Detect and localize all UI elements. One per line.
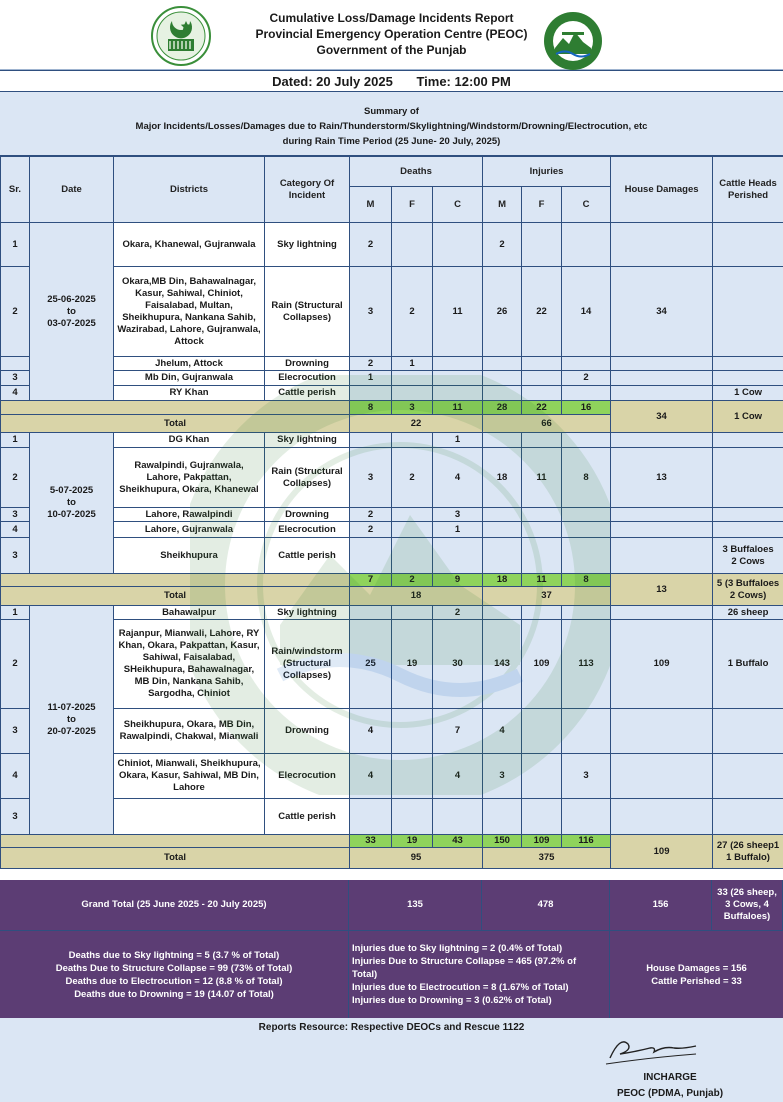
- col-injuries-c: C: [562, 187, 611, 223]
- row-df: 2: [392, 448, 433, 508]
- row-if: [522, 508, 562, 522]
- row-im: [483, 357, 522, 371]
- subtotal-if: 109: [522, 835, 562, 848]
- injuries-breakdown: [349, 930, 610, 1018]
- row-im: 18: [483, 448, 522, 508]
- row-ic: 3: [562, 754, 611, 799]
- total-injuries: 37: [483, 587, 611, 606]
- row-if: 22: [522, 267, 562, 357]
- row-category: Rain (Structural Collapses): [265, 267, 350, 357]
- total-label: Total: [1, 415, 350, 433]
- row-df: [392, 606, 433, 620]
- period-date: 25-06-2025 to 03-07-2025: [30, 223, 114, 401]
- row-sr: 4: [1, 386, 30, 401]
- table-row: [1, 538, 783, 574]
- subtotal-ic: 16: [562, 401, 611, 415]
- row-df: [392, 371, 433, 386]
- row-sr: [1, 357, 30, 371]
- row-sr: 3: [1, 538, 30, 574]
- row-dm: 1: [350, 371, 392, 386]
- row-sr: 3: [1, 371, 30, 386]
- col-districts: Districts: [114, 157, 265, 223]
- row-ic: 14: [562, 267, 611, 357]
- table-row: [1, 448, 783, 508]
- report-subtitle-peoc: Provincial Emergency Operation Centre (PEOC): [255, 27, 528, 41]
- row-districts: Rajanpur, Mianwali, Lahore, RY Khan, Okara, Pakpattan, Kasur, Sahiwal, Faisalabad, SHeikhupura, Bahawalnagar, MB Din, Nankana Sahib, Sargodha, Chiniot: [114, 620, 265, 709]
- subtotal-dm: 33: [350, 835, 392, 848]
- row-im: [483, 371, 522, 386]
- injuries-electrocution: Injuries due to Electrocution = 8 (1.67% of Total): [352, 982, 569, 993]
- subtotal-dm: 8: [350, 401, 392, 415]
- col-injuries-f: F: [522, 187, 562, 223]
- summary-line-1: Summary of: [364, 106, 419, 117]
- row-dm: [350, 386, 392, 401]
- col-deaths-f: F: [392, 187, 433, 223]
- row-sr: 2: [1, 267, 30, 357]
- row-cattle: 26 sheep: [713, 606, 783, 620]
- total-house-damages: 13: [611, 574, 713, 606]
- period-date: 11-07-2025 to 20-07-2025: [30, 606, 114, 835]
- row-ic: [562, 522, 611, 538]
- col-injuries: Injuries: [483, 157, 611, 187]
- row-ic: 113: [562, 620, 611, 709]
- row-cattle: [713, 508, 783, 522]
- row-cattle: [713, 448, 783, 508]
- row-house-damages: [611, 754, 713, 799]
- row-category: Rain/windstorm (Structural Collapses): [265, 620, 350, 709]
- subtotal-if: 11: [522, 574, 562, 587]
- row-districts: [114, 799, 265, 835]
- summary-banner: [0, 92, 783, 156]
- row-dc: [433, 371, 483, 386]
- row-dc: 4: [433, 448, 483, 508]
- col-cattle: Cattle Heads Perished: [713, 157, 783, 223]
- grand-total-label: Grand Total (25 June 2025 - 20 July 2025): [0, 880, 349, 930]
- row-districts: Sheikhupura: [114, 538, 265, 574]
- col-category: Category Of Incident: [265, 157, 350, 223]
- subtotal-dc: 9: [433, 574, 483, 587]
- row-dc: 1: [433, 522, 483, 538]
- row-category: Sky lightning: [265, 606, 350, 620]
- row-districts: Mb Din, Gujranwala: [114, 371, 265, 386]
- subtotal-row: [1, 401, 783, 415]
- row-if: [522, 223, 562, 267]
- deaths-sky-lightning: Deaths due to Sky lightning = 5 (3.7 % of Total): [68, 949, 280, 961]
- subtotal-blank: [1, 835, 350, 848]
- subtotal-df: 2: [392, 574, 433, 587]
- row-df: 1: [392, 357, 433, 371]
- subtotal-dc: 43: [433, 835, 483, 848]
- signature: [600, 1030, 710, 1070]
- row-dm: 3: [350, 267, 392, 357]
- total-house-damages: 34: [611, 401, 713, 433]
- col-house-damages: House Damages: [611, 157, 713, 223]
- row-districts: Sheikhupura, Okara, MB Din, Rawalpindi, Chakwal, Mianwali: [114, 709, 265, 754]
- row-dm: 2: [350, 508, 392, 522]
- row-category: Rain (Structural Collapses): [265, 448, 350, 508]
- row-dm: 2: [350, 522, 392, 538]
- row-ic: 2: [562, 371, 611, 386]
- table-row: [1, 799, 783, 835]
- col-sr: Sr.: [1, 157, 30, 223]
- row-dc: [433, 386, 483, 401]
- row-districts: Rawalpindi, Gujranwala, Lahore, Pakpattan, Sheikhupura, Okara, Khanewal: [114, 448, 265, 508]
- row-cattle: 3 Buffaloes 2 Cows: [713, 538, 783, 574]
- deaths-electrocution: Deaths due to Electrocution = 12 (8.8 % of Total): [65, 975, 283, 987]
- row-sr: 1: [1, 606, 30, 620]
- total-cattle: 1 Cow: [713, 401, 783, 433]
- row-districts: Lahore, Gujranwala: [114, 522, 265, 538]
- subtotal-im: 18: [483, 574, 522, 587]
- report-time: Time: 12:00 PM: [416, 74, 511, 89]
- statistics-row: [0, 930, 783, 1018]
- row-dc: [433, 799, 483, 835]
- subtotal-im: 28: [483, 401, 522, 415]
- row-cattle: 1 Cow: [713, 386, 783, 401]
- grand-total-cattle: 33 (26 sheep, 3 Cows, 4 Buffaloes): [712, 880, 783, 930]
- total-cattle: 5 (3 Buffaloes 2 Cows): [713, 574, 783, 606]
- row-dc: 4: [433, 754, 483, 799]
- row-ic: [562, 709, 611, 754]
- table-row: [1, 433, 783, 448]
- row-ic: [562, 386, 611, 401]
- row-ic: [562, 799, 611, 835]
- row-dm: [350, 606, 392, 620]
- row-if: [522, 606, 562, 620]
- row-im: [483, 508, 522, 522]
- row-if: [522, 538, 562, 574]
- row-house-damages: [611, 433, 713, 448]
- damages-breakdown: [610, 930, 783, 1018]
- row-cattle: [713, 433, 783, 448]
- row-house-damages: [611, 799, 713, 835]
- subtotal-row: [1, 574, 783, 587]
- row-cattle: [713, 522, 783, 538]
- deaths-breakdown: [0, 930, 349, 1018]
- col-injuries-m: M: [483, 187, 522, 223]
- row-ic: [562, 538, 611, 574]
- row-im: [483, 538, 522, 574]
- total-cattle: 27 (26 sheep1 1 Buffalo): [713, 835, 783, 869]
- row-dm: 3: [350, 448, 392, 508]
- injuries-sky-lightning: Injuries due to Sky lightning = 2 (0.4% of Total): [352, 943, 563, 954]
- row-if: [522, 799, 562, 835]
- row-house-damages: 109: [611, 620, 713, 709]
- row-im: 2: [483, 223, 522, 267]
- row-category: Drowning: [265, 357, 350, 371]
- table-row: [1, 371, 783, 386]
- row-if: [522, 754, 562, 799]
- injuries-structure-collapse: Injuries Due to Structure Collapse = 465 (97.2% of Total): [352, 956, 577, 980]
- row-ic: [562, 433, 611, 448]
- row-if: [522, 709, 562, 754]
- row-house-damages: [611, 538, 713, 574]
- row-sr: 3: [1, 799, 30, 835]
- row-dm: 25: [350, 620, 392, 709]
- row-df: [392, 709, 433, 754]
- row-category: Elecrocution: [265, 754, 350, 799]
- row-house-damages: [611, 709, 713, 754]
- row-category: Cattle perish: [265, 799, 350, 835]
- row-cattle: 1 Buffalo: [713, 620, 783, 709]
- row-house-damages: [611, 386, 713, 401]
- report-title: Cumulative Loss/Damage Incidents Report: [269, 11, 514, 25]
- row-df: [392, 433, 433, 448]
- row-im: [483, 386, 522, 401]
- row-districts: RY Khan: [114, 386, 265, 401]
- table-row: [1, 267, 783, 357]
- summary-line-2: Major Incidents/Losses/Damages due to Rain/Thunderstorm/Skylightning/Windstorm/Drowning/Electrocution, etc: [135, 121, 648, 132]
- row-cattle: [713, 371, 783, 386]
- injuries-drowning: Injuries due to Drowning = 3 (0.62% of Total): [352, 995, 552, 1006]
- table-header-row: [1, 157, 783, 187]
- row-category: Cattle perish: [265, 538, 350, 574]
- row-districts: Chiniot, Mianwali, Sheikhupura, Okara, Kasur, Sahiwal, MB Din, Lahore: [114, 754, 265, 799]
- row-sr: 3: [1, 709, 30, 754]
- col-deaths-c: C: [433, 187, 483, 223]
- table-row: [1, 620, 783, 709]
- row-dc: 3: [433, 508, 483, 522]
- row-category: Drowning: [265, 508, 350, 522]
- row-cattle: [713, 357, 783, 371]
- row-cattle: [713, 799, 783, 835]
- row-category: Elecrocution: [265, 371, 350, 386]
- row-dm: 4: [350, 709, 392, 754]
- row-df: 19: [392, 620, 433, 709]
- grand-total-house: 156: [610, 880, 712, 930]
- row-house-damages: 34: [611, 267, 713, 357]
- subtotal-ic: 116: [562, 835, 611, 848]
- row-if: 109: [522, 620, 562, 709]
- subtotal-blank: [1, 401, 350, 415]
- row-im: 4: [483, 709, 522, 754]
- row-df: [392, 508, 433, 522]
- row-df: [392, 754, 433, 799]
- row-dm: 2: [350, 223, 392, 267]
- row-sr: 2: [1, 620, 30, 709]
- row-dc: 1: [433, 433, 483, 448]
- row-ic: [562, 606, 611, 620]
- deaths-structure-collapse: Deaths Due to Structure Collapse = 99 (73% of Total): [55, 962, 293, 974]
- subtotal-row: [1, 835, 783, 848]
- row-dc: 7: [433, 709, 483, 754]
- subtotal-dc: 11: [433, 401, 483, 415]
- row-ic: 8: [562, 448, 611, 508]
- col-deaths-m: M: [350, 187, 392, 223]
- pdma-logo: [542, 10, 604, 72]
- row-house-damages: [611, 357, 713, 371]
- grand-total-row: [0, 880, 783, 930]
- row-im: [483, 606, 522, 620]
- signatory-office: PEOC (PDMA, Punjab): [616, 1088, 724, 1099]
- table-row: [1, 357, 783, 371]
- row-df: [392, 799, 433, 835]
- row-cattle: [713, 709, 783, 754]
- row-df: [392, 522, 433, 538]
- row-cattle: [713, 754, 783, 799]
- grand-total-injuries: 478: [482, 880, 610, 930]
- total-house-damages: 109: [611, 835, 713, 869]
- subtotal-df: 19: [392, 835, 433, 848]
- row-category: Drowning: [265, 709, 350, 754]
- row-cattle: [713, 267, 783, 357]
- row-districts: DG Khan: [114, 433, 265, 448]
- row-df: [392, 223, 433, 267]
- row-im: [483, 433, 522, 448]
- row-if: [522, 522, 562, 538]
- row-if: 11: [522, 448, 562, 508]
- row-districts: Bahawalpur: [114, 606, 265, 620]
- row-im: [483, 799, 522, 835]
- row-sr: 3: [1, 508, 30, 522]
- row-house-damages: [611, 508, 713, 522]
- cattle-perished-total: Cattle Perished = 33: [651, 975, 742, 987]
- row-category: Elecrocution: [265, 522, 350, 538]
- row-im: 143: [483, 620, 522, 709]
- row-cattle: [713, 223, 783, 267]
- house-damages-total: House Damages = 156: [646, 962, 747, 974]
- row-df: [392, 538, 433, 574]
- col-date: Date: [30, 157, 114, 223]
- deaths-drowning: Deaths due to Drowning = 19 (14.07 of Total): [74, 988, 274, 1000]
- row-category: Cattle perish: [265, 386, 350, 401]
- subtotal-blank: [1, 574, 350, 587]
- subtotal-df: 3: [392, 401, 433, 415]
- row-sr: 2: [1, 448, 30, 508]
- total-injuries: 66: [483, 415, 611, 433]
- table-row: [1, 709, 783, 754]
- total-label: Total: [1, 587, 350, 606]
- report-subtitle-gov: Government of the Punjab: [316, 43, 467, 57]
- period-date: 5-07-2025 to 10-07-2025: [30, 433, 114, 574]
- row-dm: [350, 433, 392, 448]
- row-category: Sky lightning: [265, 223, 350, 267]
- total-deaths: 18: [350, 587, 483, 606]
- row-house-damages: 13: [611, 448, 713, 508]
- row-districts: Okara, Khanewal, Gujranwala: [114, 223, 265, 267]
- row-category: Sky lightning: [265, 433, 350, 448]
- total-label: Total: [1, 848, 350, 869]
- table-row: [1, 508, 783, 522]
- row-ic: [562, 223, 611, 267]
- row-sr: 1: [1, 223, 30, 267]
- row-districts: Jhelum, Attock: [114, 357, 265, 371]
- row-if: [522, 357, 562, 371]
- row-house-damages: [611, 606, 713, 620]
- dated-bar: [0, 70, 783, 92]
- row-dc: [433, 357, 483, 371]
- row-dc: 30: [433, 620, 483, 709]
- row-districts: Okara,MB Din, Bahawalnagar, Kasur, Sahiwal, Chiniot, Faisalabad, Multan, Sheikhupura, Nankana Sahib, Wazirabad, Lahore, Gujranwala, Attock: [114, 267, 265, 357]
- signatory-title: INCHARGE: [643, 1072, 697, 1083]
- row-dm: [350, 538, 392, 574]
- row-ic: [562, 357, 611, 371]
- summary-line-3: during Rain Time Period (25 June- 20 July, 2025): [282, 136, 501, 147]
- row-im: 3: [483, 754, 522, 799]
- row-sr: 4: [1, 522, 30, 538]
- subtotal-im: 150: [483, 835, 522, 848]
- row-dc: 11: [433, 267, 483, 357]
- row-dm: 2: [350, 357, 392, 371]
- row-if: [522, 371, 562, 386]
- incidents-table: [0, 156, 783, 869]
- row-dc: 2: [433, 606, 483, 620]
- row-df: 2: [392, 267, 433, 357]
- row-ic: [562, 508, 611, 522]
- row-if: [522, 433, 562, 448]
- row-dc: [433, 223, 483, 267]
- subtotal-if: 22: [522, 401, 562, 415]
- table-row: [1, 223, 783, 267]
- row-dm: 4: [350, 754, 392, 799]
- subtotal-dm: 7: [350, 574, 392, 587]
- row-dm: [350, 799, 392, 835]
- report-source: Reports Resource: Respective DEOCs and Rescue 1122: [258, 1022, 525, 1033]
- table-row: [1, 606, 783, 620]
- col-deaths: Deaths: [350, 157, 483, 187]
- row-house-damages: [611, 223, 713, 267]
- row-house-damages: [611, 522, 713, 538]
- table-row: [1, 754, 783, 799]
- grand-total-deaths: 135: [349, 880, 482, 930]
- total-deaths: 22: [350, 415, 483, 433]
- row-house-damages: [611, 371, 713, 386]
- subtotal-ic: 8: [562, 574, 611, 587]
- table-row: [1, 386, 783, 401]
- row-df: [392, 386, 433, 401]
- row-sr: 1: [1, 433, 30, 448]
- report-date: Dated: 20 July 2025: [272, 74, 393, 89]
- row-if: [522, 386, 562, 401]
- table-row: [1, 522, 783, 538]
- total-deaths: 95: [350, 848, 483, 869]
- signatory-block: [590, 1070, 750, 1102]
- row-dc: [433, 538, 483, 574]
- row-sr: 4: [1, 754, 30, 799]
- row-districts: Lahore, Rawalpindi: [114, 508, 265, 522]
- row-im: 26: [483, 267, 522, 357]
- total-injuries: 375: [483, 848, 611, 869]
- row-im: [483, 522, 522, 538]
